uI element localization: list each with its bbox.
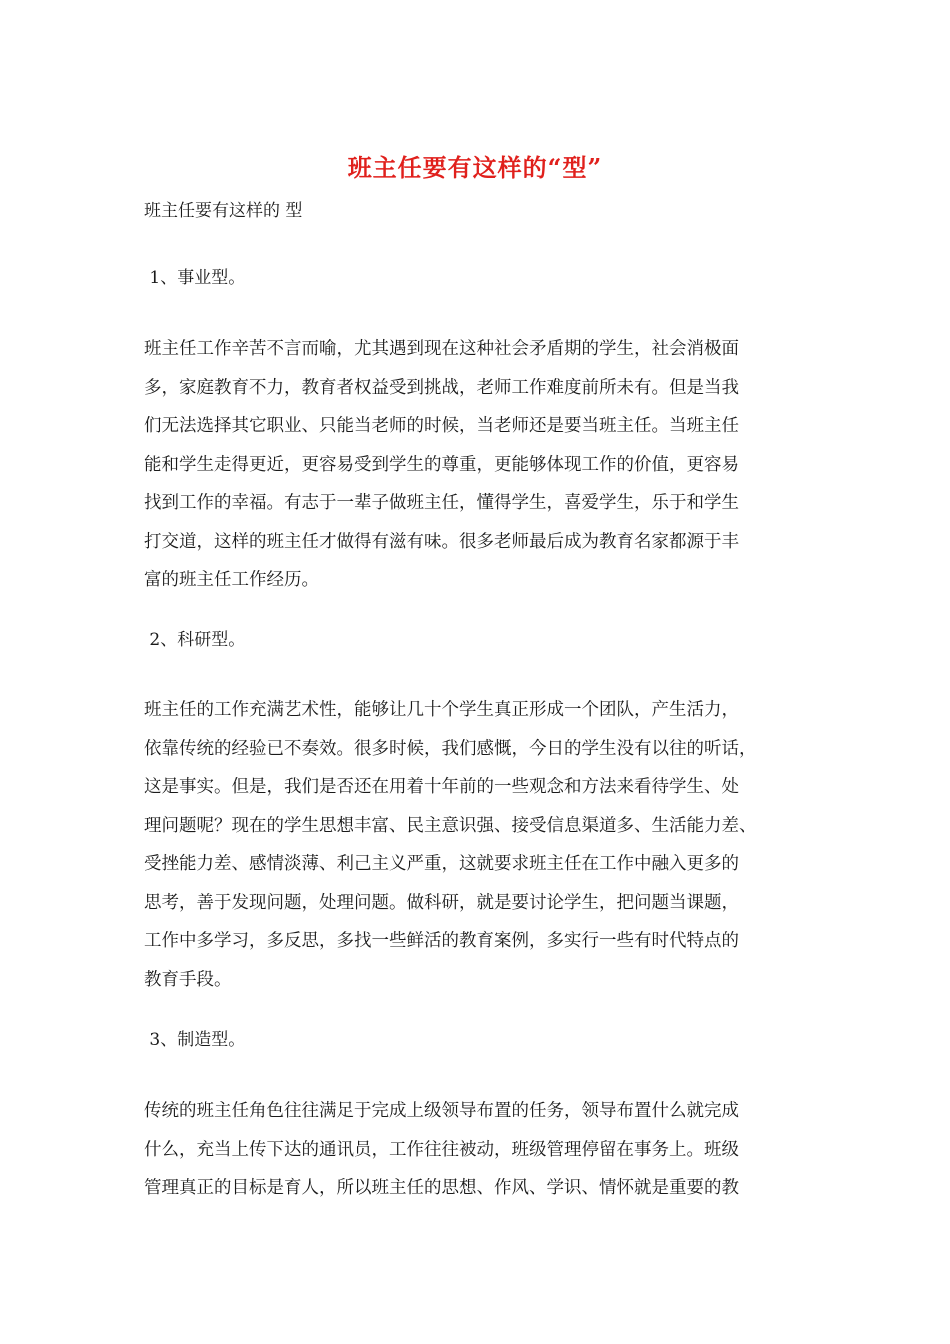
section-heading-1: 1、事业型。 [144, 268, 246, 288]
paragraph-line: 传统的班主任角色往往满足于完成上级领导布置的任务，领导布置什么就完成 [144, 1101, 739, 1121]
paragraph-line: 思考，善于发现问题，处理问题。做科研，就是要讨论学生，把问题当课题， [144, 892, 739, 913]
paragraph-line: 管理真正的目标是育人，所以班主任的思想、作风、学识、情怀就是重要的教 [144, 1178, 739, 1198]
section-heading-3: 3、制造型。 [144, 1030, 246, 1050]
paragraph-line: 工作中多学习，多反思，多找一些鲜活的教育案例，多实行一些有时代特点的 [144, 931, 739, 951]
section-paragraph-1 [144, 330, 806, 600]
paragraph-line: 什么，充当上传下达的通讯员，工作往往被动，班级管理停留在事务上。班级 [144, 1139, 739, 1160]
paragraph-line: 多，家庭教育不力，教育者权益受到挑战，老师工作难度前所未有。但是当我 [144, 377, 739, 398]
paragraph-line: 打交道，这样的班主任才做得有滋有味。很多老师最后成为教育名家都源于丰 [144, 531, 739, 552]
document-title: 班主任要有这样的“型” [347, 153, 603, 182]
paragraph-line: 富的班主任工作经历。 [144, 570, 319, 590]
paragraph-line: 这是事实。但是，我们是否还在用着十年前的一些观念和方法来看待学生、处 [144, 777, 739, 797]
paragraph-line: 教育手段。 [144, 969, 232, 990]
paragraph-line: 班主任工作辛苦不言而喻，尤其遇到现在这种社会矛盾期的学生，社会消极面 [144, 339, 739, 359]
paragraph-line: 受挫能力差、感情淡薄、利己主义严重，这就要求班主任在工作中融入更多的 [144, 854, 739, 874]
paragraph-line: 依靠传统的经验已不奏效。很多时候，我们感慨，今日的学生没有以往的听话， [144, 738, 757, 759]
section-paragraph-2 [144, 691, 806, 999]
paragraph-line: 能和学生走得更近，更容易受到学生的尊重，更能够体现工作的价值，更容易 [144, 454, 739, 475]
paragraph-line: 找到工作的幸福。有志于一辈子做班主任，懂得学生，喜爱学生，乐于和学生 [144, 493, 739, 513]
document-subtitle: 班主任要有这样的 型 [144, 201, 303, 221]
section-heading-2: 2、科研型。 [144, 630, 246, 650]
section-paragraph-3 [144, 1092, 806, 1208]
paragraph-line: 们无法选择其它职业、只能当老师的时候，当老师还是要当班主任。当班主任 [144, 416, 739, 436]
paragraph-line: 班主任的工作充满艺术性，能够让几十个学生真正形成一个团队，产生活力， [144, 700, 739, 720]
paragraph-line: 理问题呢？现在的学生思想丰富、民主意识强、接受信息渠道多、生活能力差、 [144, 815, 757, 836]
